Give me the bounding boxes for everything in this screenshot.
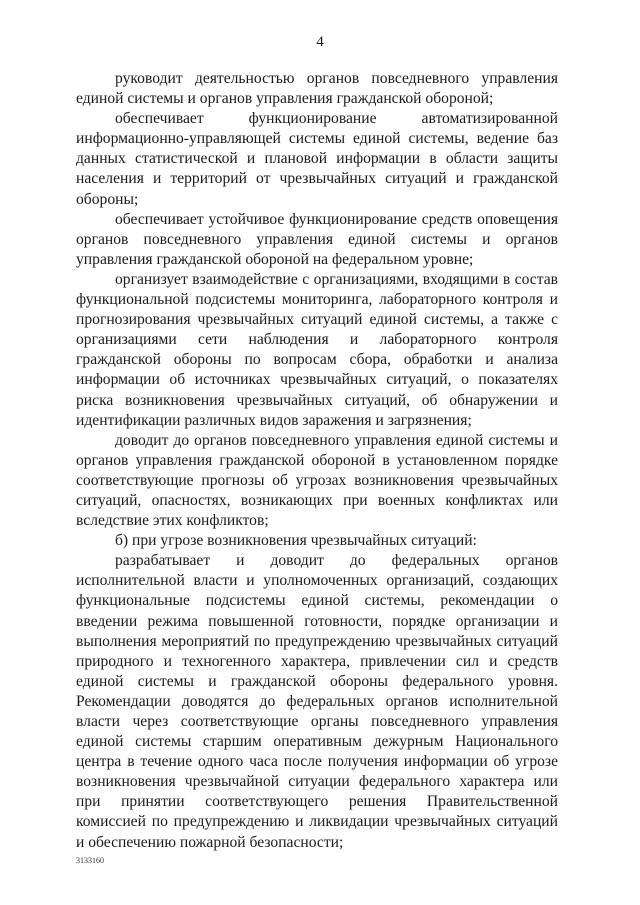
paragraph: разрабатывает и доводит до федеральных органов исполнительной власти и уполномоченных организаций, создающих функциональные подсистемы единой системы, рекомендации о введении режима повышенной готовности, порядке организации и выполнения мероприятий по предупреждению чрезвычайных ситуаций природного и техногенного характера, привлечении сил и средств единой системы и гражданской обороны федерального уровня. Рекомендации доводятся до федеральных органов исполнительной власти через соответствующие органы повседневного управления единой системы старшим оперативным дежурным Национального центра в течение одного часа после получения информации об угрозе возникновения чрезвычайной ситуации федерального характера или при принятии соответствующего решения Правительственной комиссией по предупреждению и ликвидации чрезвычайных ситуаций и обеспечению пожарной безопасности; (76, 552, 558, 851)
document-code: 3133160 (76, 856, 104, 865)
paragraph: доводит до органов повседневного управления единой системы и органов управления гражданской обороной в установленном порядке соответствующие прогнозы об угрозах возникновения чрезвычайных ситуаций, опасностях, возникающих при военных конфликтах или вследствие этих конфликтов; (76, 431, 558, 530)
paragraph: организует взаимодействие с организациями, входящими в состав функциональной подсистемы мониторинга, лабораторного контроля и прогнозирования чрезвычайных ситуаций единой системы, а также с организациями сети наблюдения и лабораторного контроля гражданской обороны по вопросам сбора, обработки и анализа информации об источниках чрезвычайных ситуаций, о показателях риска возникновения чрезвычайных ситуаций, об обнаружении и идентификации различных видов заражения и загрязнения; (76, 270, 558, 429)
body-text (76, 69, 558, 853)
paragraph: обеспечивает устойчивое функционирование средств оповещения органов повседневного управления единой системы и органов управления гражданской обороной на федеральном уровне; (76, 210, 558, 268)
section-heading-b: б) при угрозе возникновения чрезвычайных ситуаций: (115, 532, 477, 550)
paragraph: руководит деятельностью органов повседневного управления единой системы и органов управления гражданской обороной; (76, 70, 558, 108)
page-number: 4 (316, 34, 324, 50)
paragraph: обеспечивает функционирование автоматизированной информационно-управляющей системы единой системы, ведение баз данных статистической и плановой информации в области защиты населения и территорий от чрезвычайных ситуаций и гражданской обороны; (76, 110, 558, 208)
